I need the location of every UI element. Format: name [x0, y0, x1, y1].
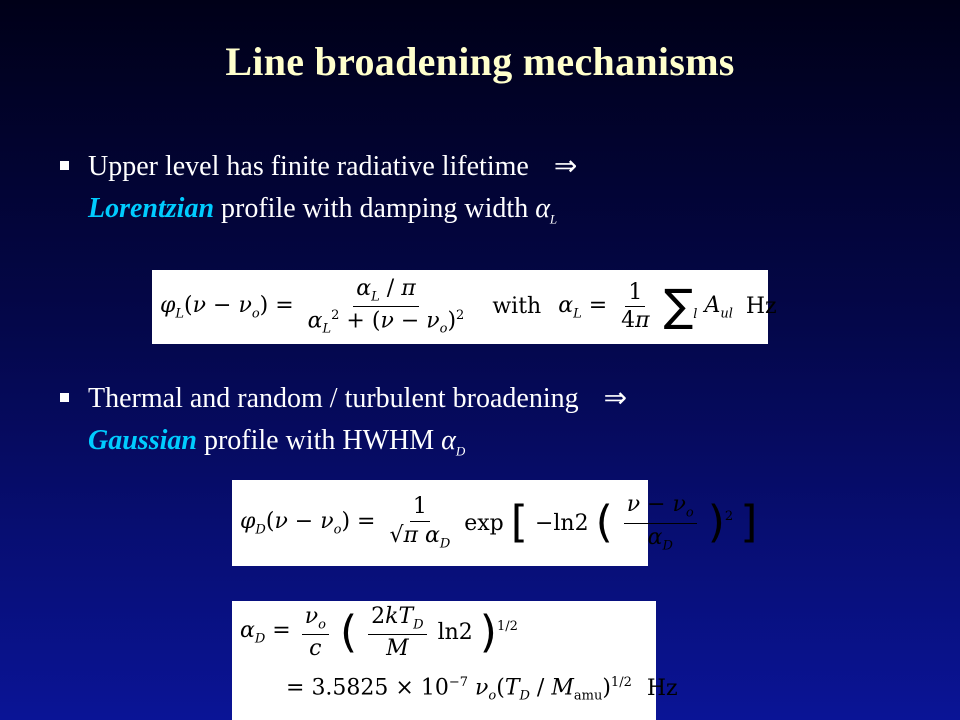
hz-unit: Hz: [646, 676, 678, 702]
alpha-subscript: L: [549, 211, 558, 227]
bullet-2-detail: profile with HWHM: [203, 425, 435, 456]
alpha-symbol: α: [441, 425, 456, 456]
gaussian-label: Gaussian: [88, 425, 197, 456]
bullet-2-line-2: [88, 420, 627, 473]
slide-title: Line broadening mechanisms: [225, 39, 735, 84]
alpha-subscript: D: [455, 443, 466, 459]
implies-arrow-icon: ⇒: [603, 383, 628, 414]
square-bullet-icon: [60, 161, 69, 170]
bullet-1-detail: profile with damping width: [221, 193, 529, 224]
with-word: with: [492, 294, 542, 320]
alpha-symbol: α: [535, 193, 550, 224]
square-bullet-icon: [60, 393, 69, 402]
bullet-1-line-2: [88, 188, 577, 241]
lorentzian-label: Lorentzian: [88, 193, 215, 224]
hz-unit: Hz: [745, 294, 777, 320]
amu-subscript: amu: [573, 688, 603, 704]
bullet-1-text: Upper level has finite radiative lifetime: [88, 151, 529, 182]
implies-arrow-icon: ⇒: [553, 151, 578, 182]
bullet-1-line-1: [88, 146, 577, 188]
bullet-lorentzian: [60, 146, 577, 241]
doppler-constant: 3.5825: [311, 675, 389, 701]
gaussian-equation: $\varphi_D(\nu - \nu_o)$ = $\frac{1}{√\pi \alpha_D}$ exp [ −ln2 ( $\frac{\nu - \nu_o}{\alpha_D}$ )$^2$ ]: [232, 480, 648, 566]
bullet-2-line-1: [88, 378, 627, 420]
doppler-width-equation: $\alpha_D$ = $\frac{\nu_o}{c}$ ( $\frac{2kT_D}{M}$ ln2 )$^{1/2}$ = $3.5825 \times 10^{-7}$ $\nu_o(T_D / M_{amu})^{1/2}$ Hz: [232, 601, 656, 720]
bullet-gaussian: [60, 378, 627, 473]
bullet-2-text: Thermal and random / turbulent broadening: [88, 383, 579, 414]
lorentzian-equation: $\varphi_L(\nu - \nu_o)$ = $\frac{\alpha_L / \pi}{\alpha_L^2 + (\nu - \nu_o)^2}$ with $\alpha_L$ = $\frac{1}{4\pi}$ $\sum_l$ $A_{ul}$ Hz: [152, 270, 768, 344]
